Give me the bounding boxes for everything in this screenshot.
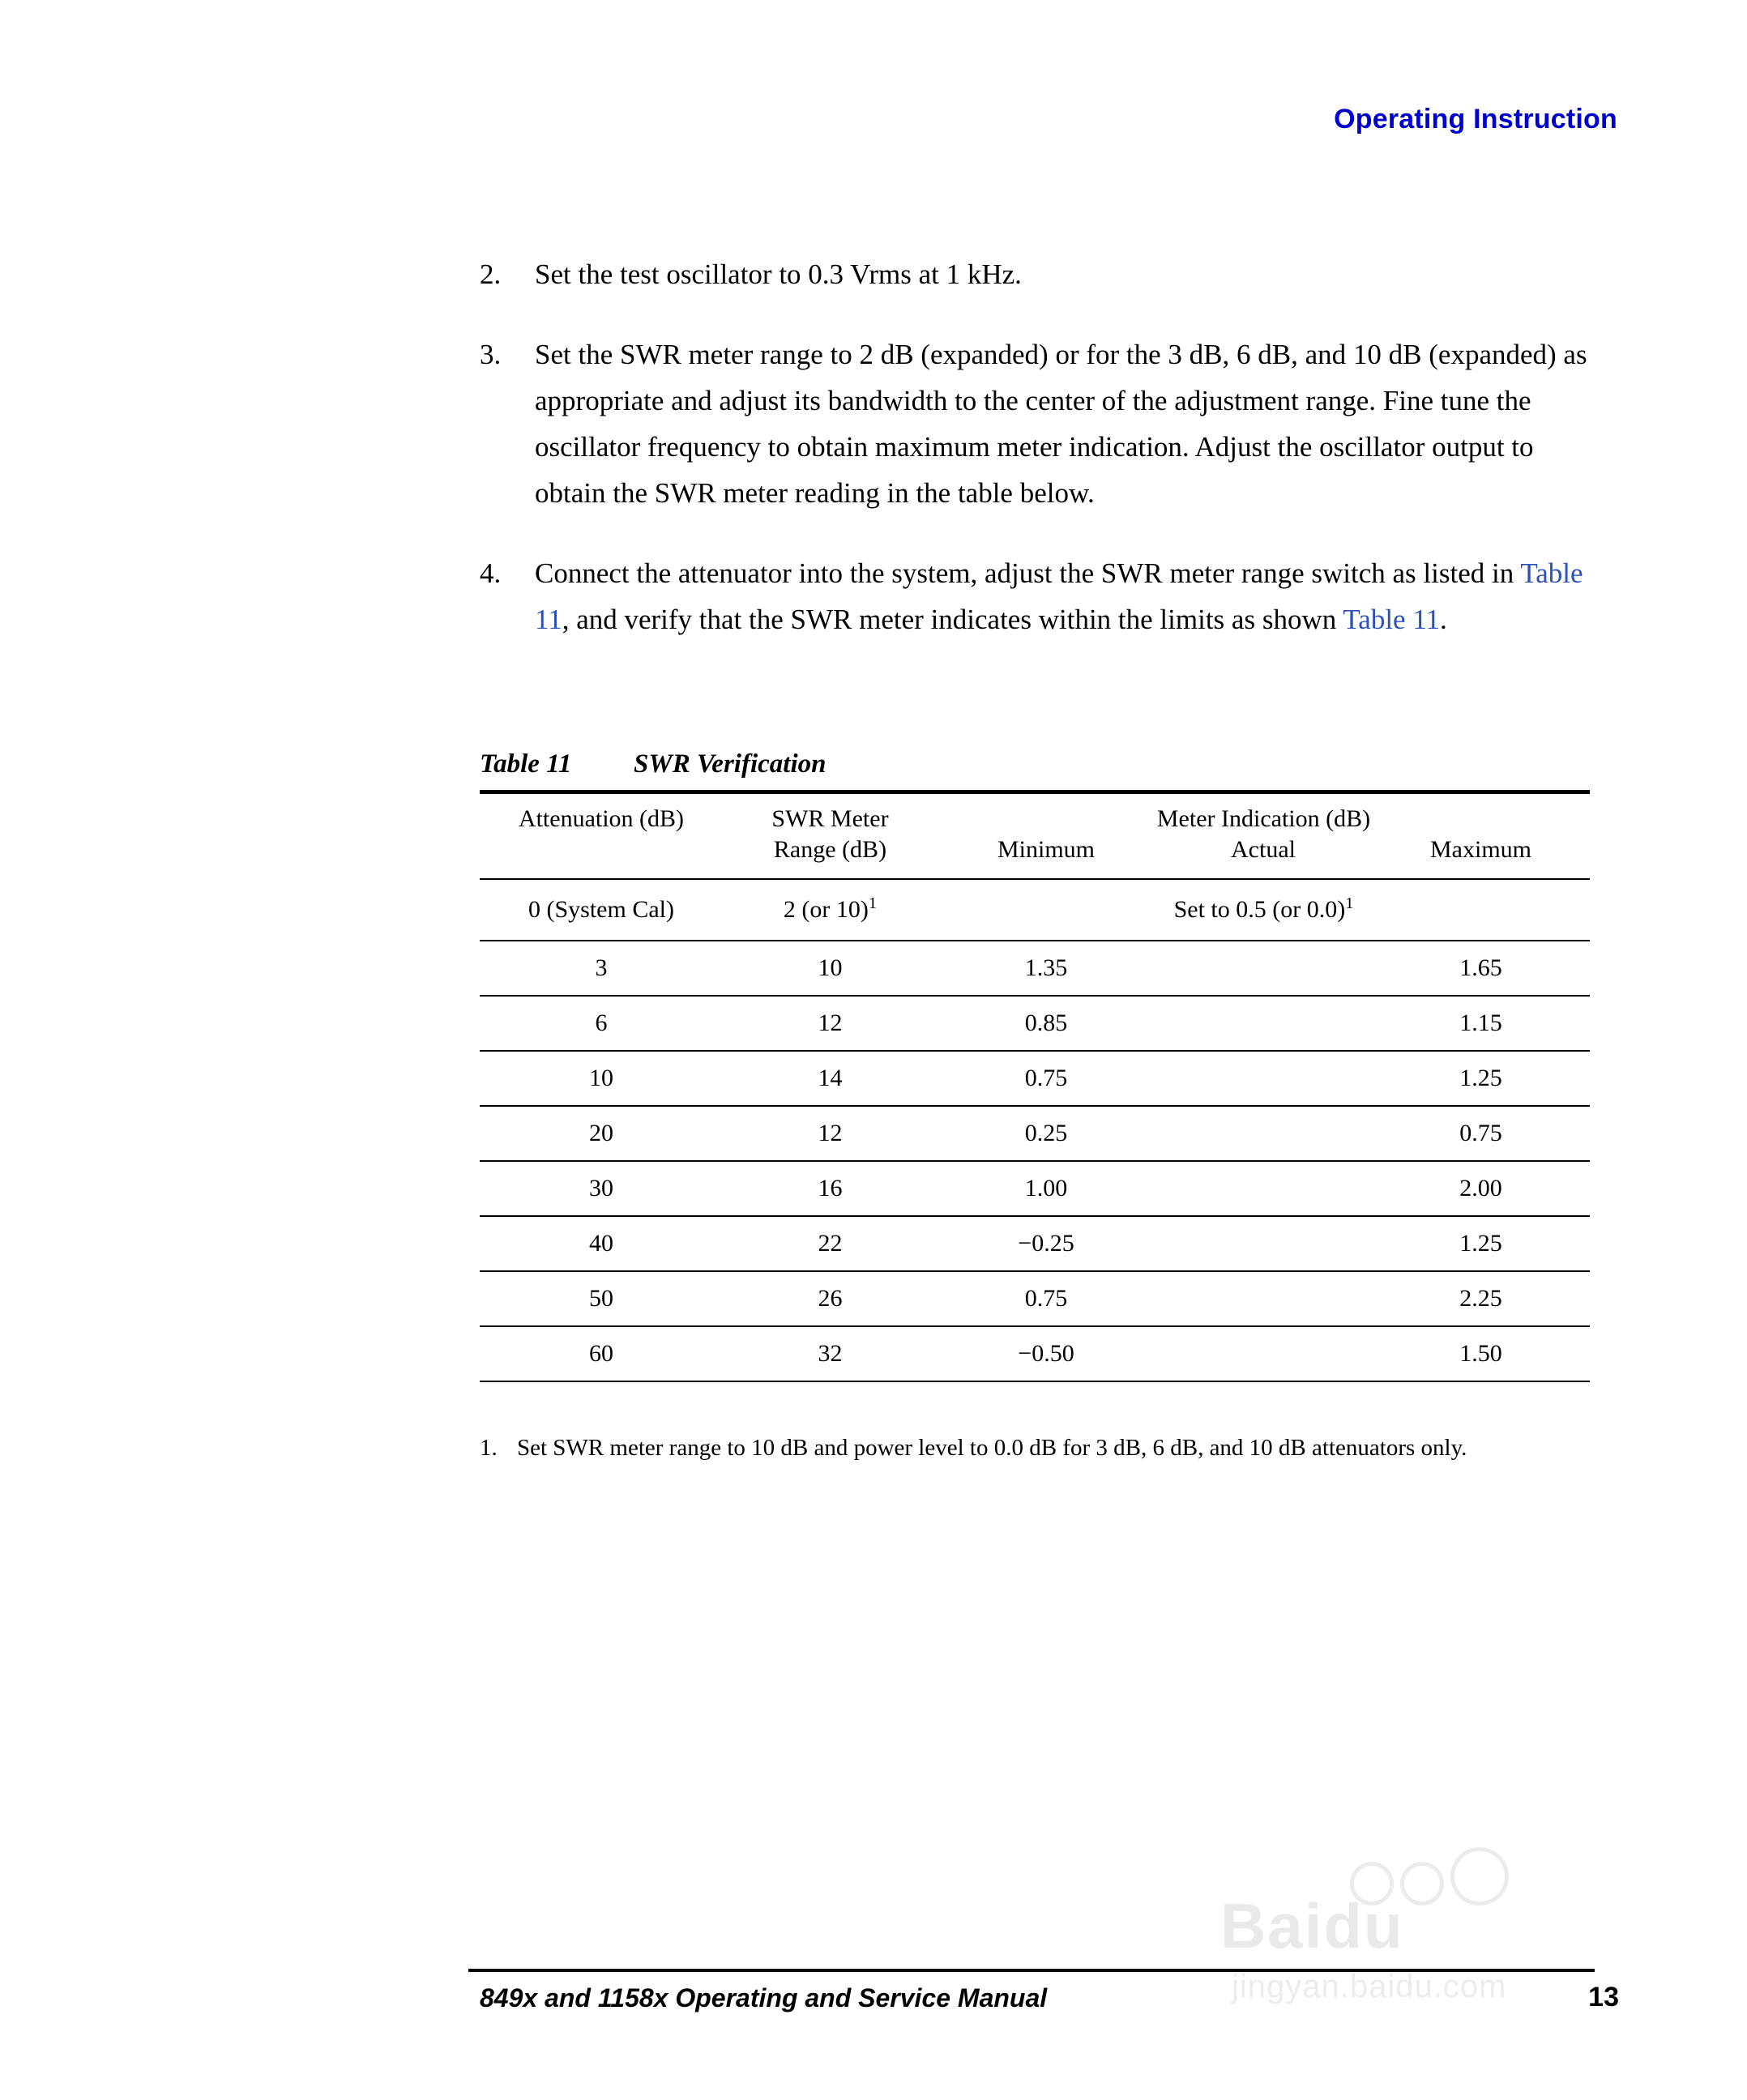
swr-verification-table [480,790,1590,1382]
step-number: 2. [480,258,502,290]
cell-maximum: 0.75 [1459,1120,1502,1146]
list-item [480,331,1590,516]
cell-actual [1155,1107,1372,1160]
list-item [480,550,1590,642]
table-row [480,1272,1590,1325]
step-text-part2: , and verify that the SWR meter indicates within the limits as shown [562,604,1343,635]
cell-swr-range: 16 [818,1175,843,1202]
cell-actual [1155,1217,1372,1270]
cell-actual-value: Set to 0.5 (or 0.0) [1173,896,1346,923]
baidu-watermark [1220,1833,1642,2019]
table-row [480,1162,1590,1215]
cell-minimum: 0.75 [1024,1285,1068,1312]
cell-attenuation: 6 [595,1009,608,1036]
header-minimum: Minimum [997,836,1095,863]
cell-actual [1155,1052,1372,1105]
footnote-marker: 1 [868,894,878,912]
cell-minimum: 0.85 [1024,1009,1068,1036]
table-cross-reference-2[interactable]: Table 11 [1343,604,1441,635]
header-swr-meter-range-line2: Range (dB) [773,836,887,863]
cell-attenuation: 10 [589,1065,613,1091]
step-text [535,550,1590,642]
body-content [480,251,1590,677]
cell-minimum: 1.35 [1024,954,1068,981]
cell-actual [1155,997,1372,1050]
cell-swr-range: 32 [818,1340,843,1367]
cell-attenuation: 40 [589,1230,613,1257]
footer-manual-title: 849x and 1158x Operating and Service Manual [480,1983,1048,2012]
table-row [480,941,1590,995]
footnote-marker: 1 [1345,894,1354,912]
cell-swr-range: 10 [818,954,843,981]
list-item [480,251,1590,297]
cell-minimum: −0.25 [1018,1230,1074,1257]
table-cross-reference-1[interactable]: Table 11 [535,557,1583,635]
header-attenuation: Attenuation (dB) [518,805,685,832]
page-number: 13 [1588,1982,1619,2012]
cell-swr-range: 12 [818,1120,843,1146]
cell-actual [1155,941,1372,995]
paw-print-icon [1350,1833,1515,1910]
header-actual: Actual [1231,836,1296,863]
table-row [480,1327,1590,1381]
cell-actual [1155,1162,1372,1215]
cell-attenuation: 60 [589,1340,613,1367]
cell-swr-range: 12 [818,1009,843,1036]
step-number: 4. [480,557,502,589]
cell-minimum: −0.50 [1018,1340,1074,1367]
cell-minimum: 1.00 [1024,1175,1068,1202]
cell-maximum: 1.50 [1459,1340,1502,1367]
watermark-main-text: Baidu [1220,1890,1404,1961]
cell-actual [938,880,1590,940]
cell-attenuation: 3 [595,954,608,981]
header-swr-meter-range-line1: SWR Meter [771,805,889,832]
cell-attenuation: 20 [589,1120,613,1146]
cell-swr-range: 14 [818,1065,843,1091]
header-meter-indication: Meter Indication (dB) [1156,805,1371,832]
cell-swr-range: 22 [818,1230,843,1257]
cell-maximum: 1.65 [1459,954,1502,981]
footnote-number: 1. [480,1435,498,1461]
step-text: Set the test oscillator to 0.3 Vrms at 1 kHz. [535,258,1022,290]
table-caption [480,749,826,779]
cell-maximum: 1.25 [1459,1065,1502,1091]
page-header: Operating Instruction [1334,104,1617,134]
cell-maximum: 1.15 [1459,1009,1502,1036]
step-number: 3. [480,339,502,370]
watermark-sub-text: jingyan.baidu.com [1232,1969,1507,2004]
step-text-part3: . [1440,604,1447,635]
cell-attenuation: 0 (System Cal) [528,896,674,923]
footer-divider [468,1969,1595,1972]
cell-swr-range-value: 2 (or 10) [783,896,869,923]
table-caption-title: SWR Verification [634,749,827,779]
table-row [480,1107,1590,1160]
header-maximum: Maximum [1430,836,1531,863]
table-bottom-rule [480,1381,1590,1382]
cell-maximum: 2.00 [1459,1175,1502,1202]
cell-minimum: 0.75 [1024,1065,1068,1091]
step-text-part1: Connect the attenuator into the system, adjust the SWR meter range switch as listed in [535,557,1521,589]
cell-swr-range: 26 [818,1285,843,1312]
cell-minimum: 0.25 [1024,1120,1068,1146]
table-row [480,1052,1590,1105]
cell-attenuation: 50 [589,1285,613,1312]
table-caption-label: Table 11 [480,749,572,779]
table-header-row-2 [480,836,1590,878]
table-row [480,880,1590,940]
table-row [480,1217,1590,1270]
cell-maximum: 2.25 [1459,1285,1502,1312]
cell-swr-range [723,880,938,940]
footnote-text: Set SWR meter range to 10 dB and power level to 0.0 dB for 3 dB, 6 dB, and 10 dB attenuators only. [517,1435,1467,1461]
cell-actual [1155,1327,1372,1381]
cell-maximum: 1.25 [1459,1230,1502,1257]
table-footnote [480,1430,1582,1466]
table-row [480,997,1590,1050]
cell-attenuation: 30 [589,1175,613,1202]
table-header-row [480,794,1590,836]
step-text: Set the SWR meter range to 2 dB (expanded) or for the 3 dB, 6 dB, and 10 dB (expanded) as appropriate and adjust its bandwidth to the center of the adjustment range. Fine tune the oscillator frequency to obtain maximum meter indication. Adjust the oscillator output to obtain the SWR meter reading in the table below. [535,339,1587,509]
header-spacer [480,836,723,878]
rule [480,1381,1590,1382]
cell-actual [1155,1272,1372,1325]
